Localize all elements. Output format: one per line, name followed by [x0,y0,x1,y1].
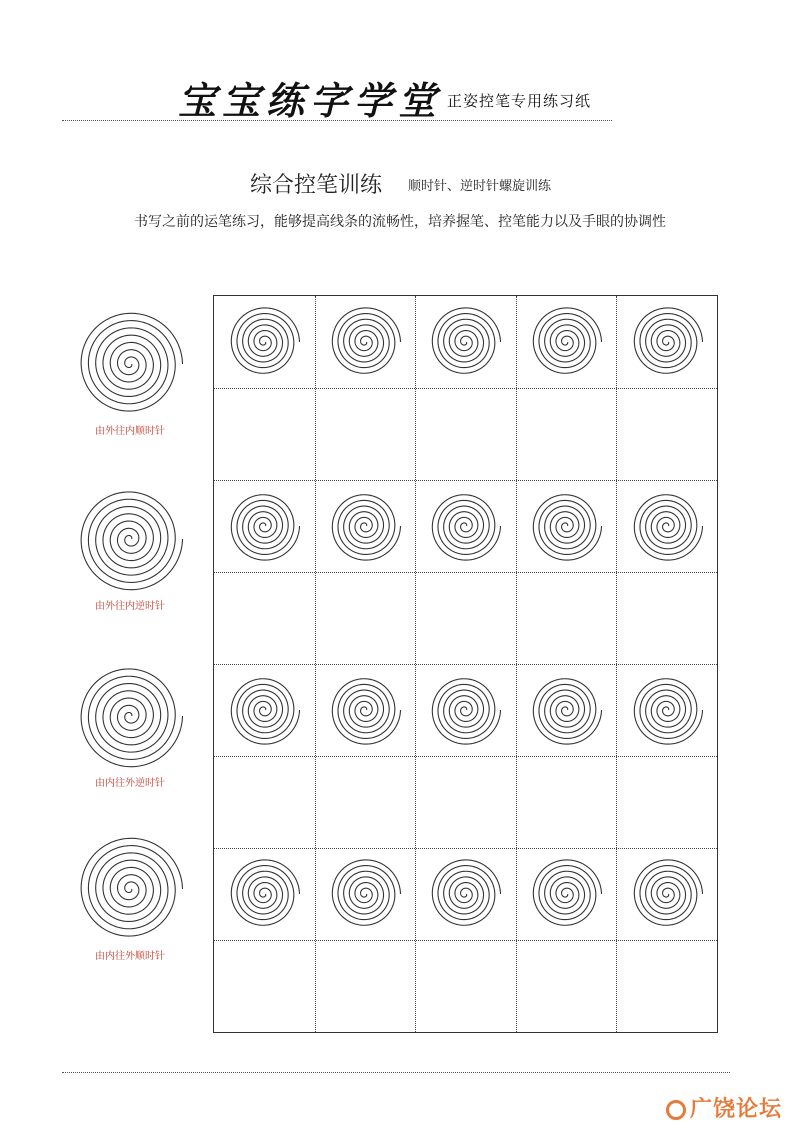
watermark-logo-icon [666,1100,686,1120]
spiral-line [81,669,182,767]
model-label: 由内往外逆时针 [95,778,165,789]
trace-cell [214,664,315,756]
spiral-line [433,495,501,560]
trace-cell [616,480,717,572]
spiral-line [634,308,702,373]
trace-spiral [328,489,402,563]
watermark-text: 广饶论坛 [690,1097,783,1122]
trace-spiral [630,305,704,379]
trace-spiral [630,489,704,563]
trace-cell [516,848,617,940]
trace-spiral [328,857,402,931]
model-label: 由外往内逆时针 [95,601,165,612]
trace-spiral [227,489,301,563]
writing-cell[interactable] [516,572,617,664]
spiral-line [433,860,501,925]
trace-spiral [529,305,603,379]
trace-spiral [428,305,502,379]
trace-cell [214,296,315,388]
trace-spiral [227,857,301,931]
trace-cell [315,848,416,940]
spiral-line [433,308,501,373]
trace-cell [415,848,516,940]
writing-cell[interactable] [214,388,315,480]
writing-cell[interactable] [616,756,717,848]
worksheet-subtitle: 顺时针、逆时针螺旋训练 [408,179,552,194]
model-spiral [76,662,184,770]
trace-spiral [328,673,402,747]
model-spiral [76,835,184,943]
writing-cell[interactable] [616,388,717,480]
spiral-line [81,838,182,936]
spiral-line [81,492,182,590]
spiral-line [634,860,702,925]
watermark [666,1092,782,1123]
trace-spiral [428,857,502,931]
trace-spiral [428,673,502,747]
spiral-line [533,495,601,560]
trace-cell [315,480,416,572]
writing-cell[interactable] [616,940,717,1032]
model-label: 由内往外顺时针 [95,951,165,962]
trace-cell [516,296,617,388]
trace-cell [516,664,617,756]
spiral-line [232,495,300,560]
trace-cell [315,296,416,388]
writing-cell[interactable] [516,940,617,1032]
trace-spiral [529,489,603,563]
writing-cell[interactable] [315,572,416,664]
writing-cell[interactable] [616,572,717,664]
model-spiral-block [70,662,190,789]
spiral-line [332,860,400,925]
trace-cell [214,848,315,940]
trace-spiral [630,673,704,747]
brand-subtitle: 正姿控笔专用练习纸 [447,92,592,110]
model-spiral-block [70,485,190,612]
writing-cell[interactable] [315,756,416,848]
model-label: 由外往内顺时针 [95,426,165,437]
trace-cell [616,848,717,940]
spiral-line [332,679,400,744]
trace-cell [616,296,717,388]
writing-cell[interactable] [415,940,516,1032]
writing-cell[interactable] [315,388,416,480]
top-divider [62,120,612,121]
trace-spiral [227,673,301,747]
spiral-line [232,860,300,925]
writing-cell[interactable] [315,940,416,1032]
spiral-line [533,308,601,373]
model-spiral-block [70,310,190,437]
spiral-line [533,860,601,925]
spiral-line [433,679,501,744]
spiral-line [533,679,601,744]
trace-cell [415,480,516,572]
trace-spiral [328,305,402,379]
trace-spiral [630,857,704,931]
writing-cell[interactable] [415,756,516,848]
writing-cell[interactable] [214,756,315,848]
spiral-line [81,313,182,411]
writing-cell[interactable] [214,572,315,664]
practice-grid [213,295,718,1033]
spiral-line [634,679,702,744]
model-spiral [76,485,184,593]
writing-cell[interactable] [415,572,516,664]
trace-cell [616,664,717,756]
spiral-line [232,308,300,373]
trace-cell [214,480,315,572]
brand-title: 宝宝练字学堂 [178,78,443,123]
spiral-line [232,679,300,744]
worksheet-title: 综合控笔训练 [250,173,383,198]
spiral-line [332,495,400,560]
spiral-line [332,308,400,373]
trace-spiral [428,489,502,563]
bottom-divider [62,1072,730,1073]
trace-spiral [529,673,603,747]
model-spiral-block [70,835,190,962]
trace-cell [516,480,617,572]
trace-spiral [529,857,603,931]
trace-spiral [227,305,301,379]
writing-cell[interactable] [516,756,617,848]
writing-cell[interactable] [214,940,315,1032]
spiral-line [634,495,702,560]
trace-cell [415,664,516,756]
writing-cell[interactable] [415,388,516,480]
model-spiral [76,310,184,418]
worksheet-description: 书写之前的运笔练习，能够提高线条的流畅性，培养握笔、控笔能力以及手眼的协调性 [134,214,666,230]
writing-cell[interactable] [516,388,617,480]
trace-cell [415,296,516,388]
trace-cell [315,664,416,756]
